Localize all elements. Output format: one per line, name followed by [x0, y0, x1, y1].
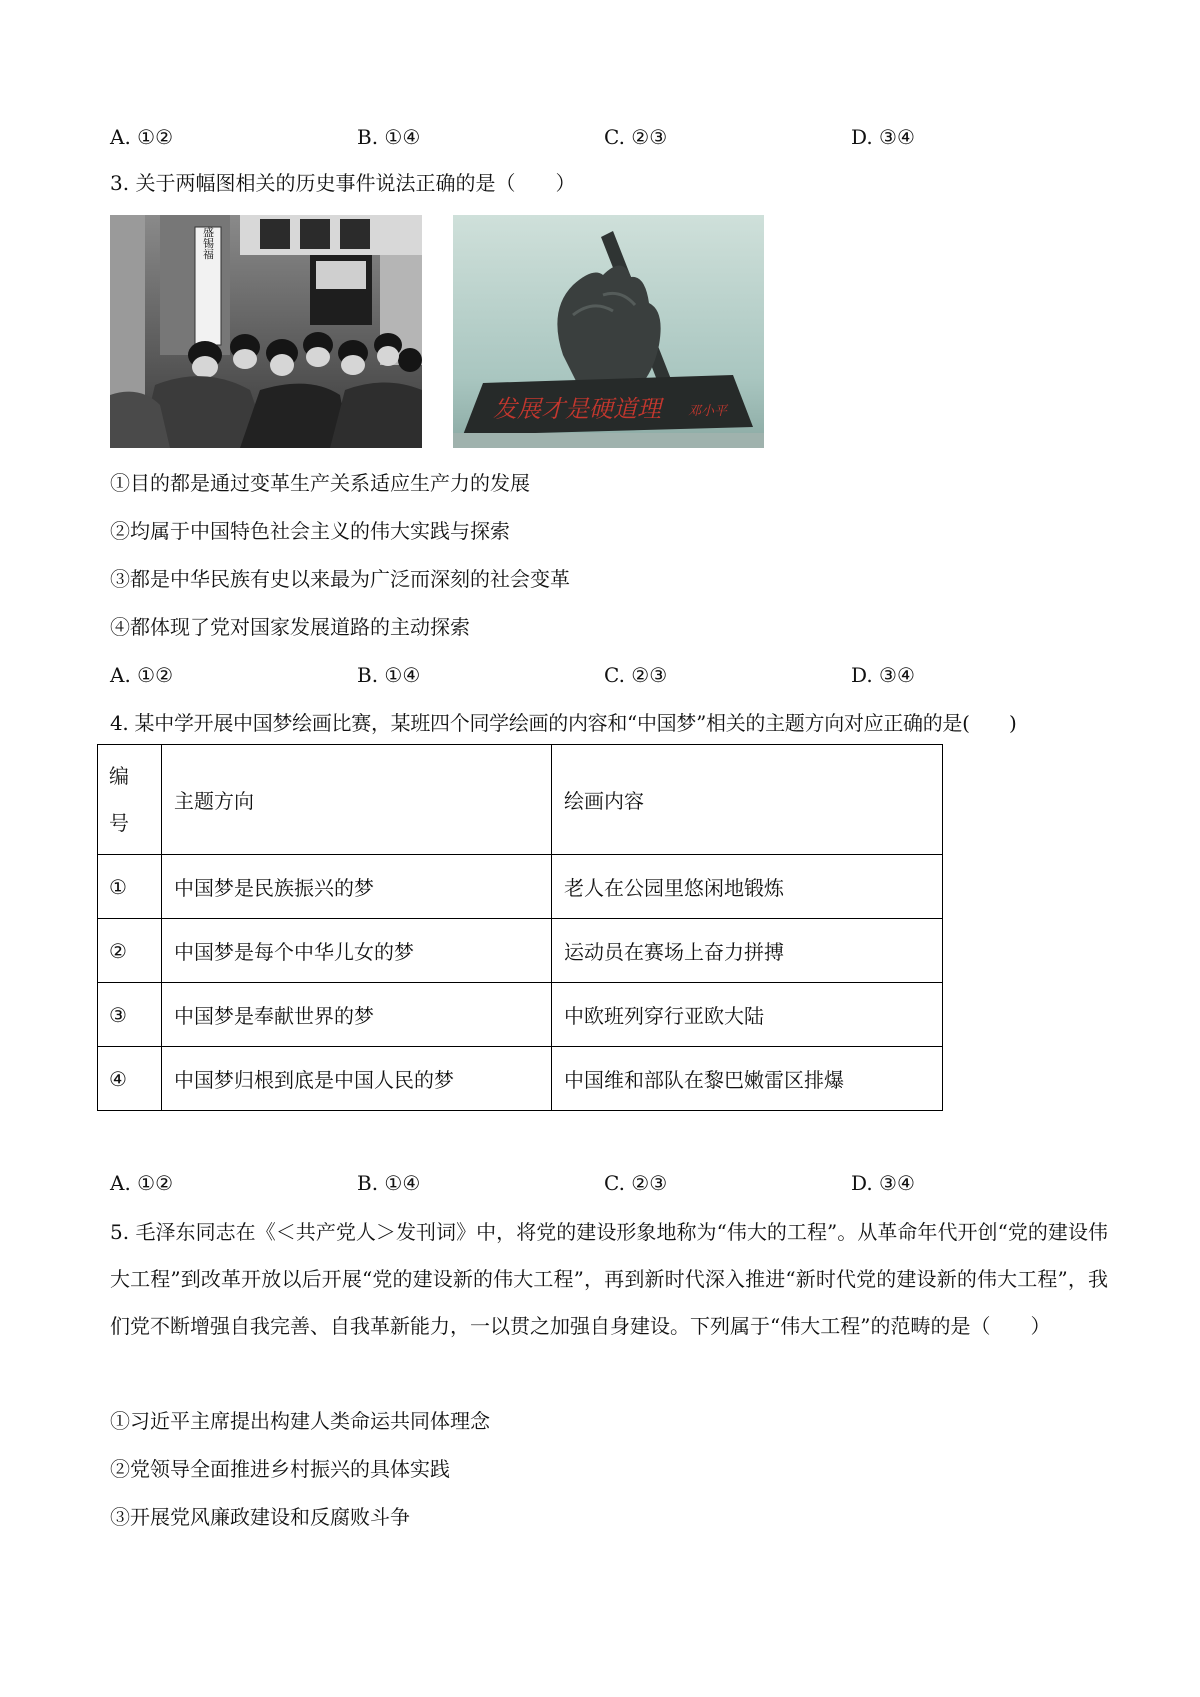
row-content: 运动员在赛场上奋力拼搏 [552, 919, 943, 983]
q2-option-d[interactable]: D. ③④ [851, 125, 915, 149]
q2-option-b[interactable]: B. ①④ [357, 125, 421, 149]
row-number: ① [98, 855, 162, 919]
q4-option-b[interactable]: B. ①④ [357, 1171, 421, 1195]
row-number: ④ [98, 1047, 162, 1111]
row-content: 中欧班列穿行亚欧大陆 [552, 983, 943, 1047]
table-row [98, 1047, 943, 1111]
table-row [98, 855, 943, 919]
q3-statement-4: ④都体现了党对国家发展道路的主动探索 [110, 615, 470, 639]
svg-text:邓小平: 邓小平 [688, 404, 728, 419]
header-number [98, 745, 162, 855]
q5-statement-2: ②党领导全面推进乡村振兴的具体实践 [110, 1457, 450, 1481]
q3-option-d[interactable]: D. ③④ [851, 663, 915, 687]
q4-option-a[interactable]: A. ①② [110, 1171, 174, 1195]
q4-option-c[interactable]: C. ②③ [604, 1171, 668, 1195]
dream-theme-table [97, 744, 943, 1111]
header-content: 绘画内容 [552, 745, 943, 855]
header-number-line1: 编 [109, 763, 129, 788]
sculpture-inscription: 发展才是硬道理 [493, 395, 661, 423]
row-theme: 中国梦是民族振兴的梦 [162, 855, 552, 919]
q3-statement-3: ③都是中华民族有史以来最为广泛而深刻的社会变革 [110, 567, 570, 591]
row-content: 中国维和部队在黎巴嫩雷区排爆 [552, 1047, 943, 1111]
q5-statement-3: ③开展党风廉政建设和反腐败斗争 [110, 1505, 410, 1529]
q5-statement-1: ①习近平主席提出构建人类命运共同体理念 [110, 1409, 490, 1433]
table-header-row [98, 745, 943, 855]
q3-stem: 3. 关于两幅图相关的历史事件说法正确的是（ ） [110, 171, 576, 195]
photo-public-private-partnership [110, 215, 422, 448]
q3-statement-2: ②均属于中国特色社会主义的伟大实践与探索 [110, 519, 510, 543]
table-row [98, 983, 943, 1047]
q3-option-a[interactable]: A. ①② [110, 663, 174, 687]
row-content: 老人在公园里悠闲地锻炼 [552, 855, 943, 919]
row-number: ② [98, 919, 162, 983]
svg-text:盛锡福: 盛锡福 [201, 226, 215, 260]
q3-option-c[interactable]: C. ②③ [604, 663, 668, 687]
row-theme: 中国梦是每个中华儿女的梦 [162, 919, 552, 983]
photo-development-sculpture [453, 215, 764, 448]
q2-option-a[interactable]: A. ①② [110, 125, 174, 149]
table-row [98, 919, 943, 983]
row-theme: 中国梦归根到底是中国人民的梦 [162, 1047, 552, 1111]
q3-option-b[interactable]: B. ①④ [357, 663, 421, 687]
photo1-illustration [110, 215, 422, 448]
q2-option-c[interactable]: C. ②③ [604, 125, 668, 149]
q3-statement-1: ①目的都是通过变革生产关系适应生产力的发展 [110, 471, 530, 495]
q4-option-d[interactable]: D. ③④ [851, 1171, 915, 1195]
q4-stem: 4. 某中学开展中国梦绘画比赛，某班四个同学绘画的内容和“中国梦”相关的主题方向对应正确的是( ) [110, 711, 1017, 735]
header-theme: 主题方向 [162, 745, 552, 855]
row-theme: 中国梦是奉献世界的梦 [162, 983, 552, 1047]
photo2-illustration [453, 215, 764, 448]
row-number: ③ [98, 983, 162, 1047]
header-number-line2: 号 [109, 810, 129, 835]
q5-stem: 5. 毛泽东同志在《＜共产党人＞发刊词》中，将党的建设形象地称为“伟大的工程”。从革命年代开创“党的建设伟大工程”到改革开放以后开展“党的建设新的伟大工程”，再到新时代深入推进“新时代党的建设新的伟大工程”，我们党不断增强自我完善、自我革新能力，一以贯之加强自身建设。下列属于“伟大工程”的范畴的是（ ） [110, 1220, 1108, 1338]
